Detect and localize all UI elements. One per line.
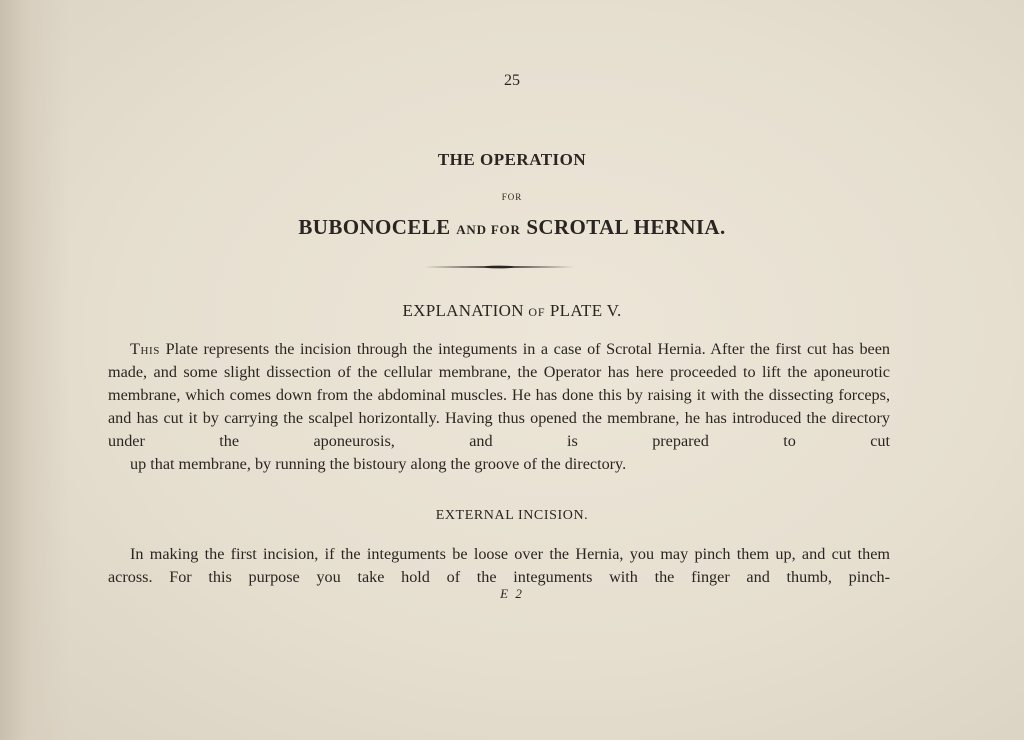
heading-main-b: SCROTAL HERNIA. (526, 215, 726, 239)
heading-for: FOR (501, 192, 523, 202)
explanation-paragraph (108, 338, 890, 476)
explanation-title-a: EXPLANATION (402, 301, 524, 320)
external-incision-title: EXTERNAL INCISION. (435, 508, 589, 523)
heading-operation: THE OPERATION (437, 150, 587, 169)
explanation-title-small: OF (528, 305, 546, 319)
heading-main-small: AND FOR (456, 222, 521, 237)
page-number: 25 (504, 72, 520, 89)
heading-main-a: BUBONOCELE (298, 215, 451, 239)
explanation-body: Plate represents the incision through the integuments in a case of Scrotal Hernia. After the first cut has been made, and some slight dissection of the cellular membrane, the Operator has here proceeded to lift the aponeurotic membrane, which comes down from the abdominal muscles. He has done this by raising it with the dissecting forceps, and has cut it by carrying the scalpel horizontally. Having thus opened the membrane, he has introduced the directory under the aponeurosis, and is prepared to cut (108, 340, 891, 450)
ornamental-rule (424, 265, 574, 269)
explanation-last-line: up that membrane, by running the bistoury along the groove of the directory. (130, 455, 627, 473)
explanation-title (0, 301, 1024, 321)
external-incision-paragraph: In making the first incision, if the integuments be loose over the Hernia, you may pinch them up, and cut them across. For this purpose you take hold of the integuments with the finger and thumb, pinch- (108, 545, 890, 586)
heading-main (0, 215, 1024, 240)
explanation-title-b: PLATE V. (549, 301, 622, 320)
page-gutter-shadow (0, 0, 70, 740)
signature-mark: E 2 (500, 586, 524, 601)
explanation-lead-word: This (130, 340, 161, 358)
